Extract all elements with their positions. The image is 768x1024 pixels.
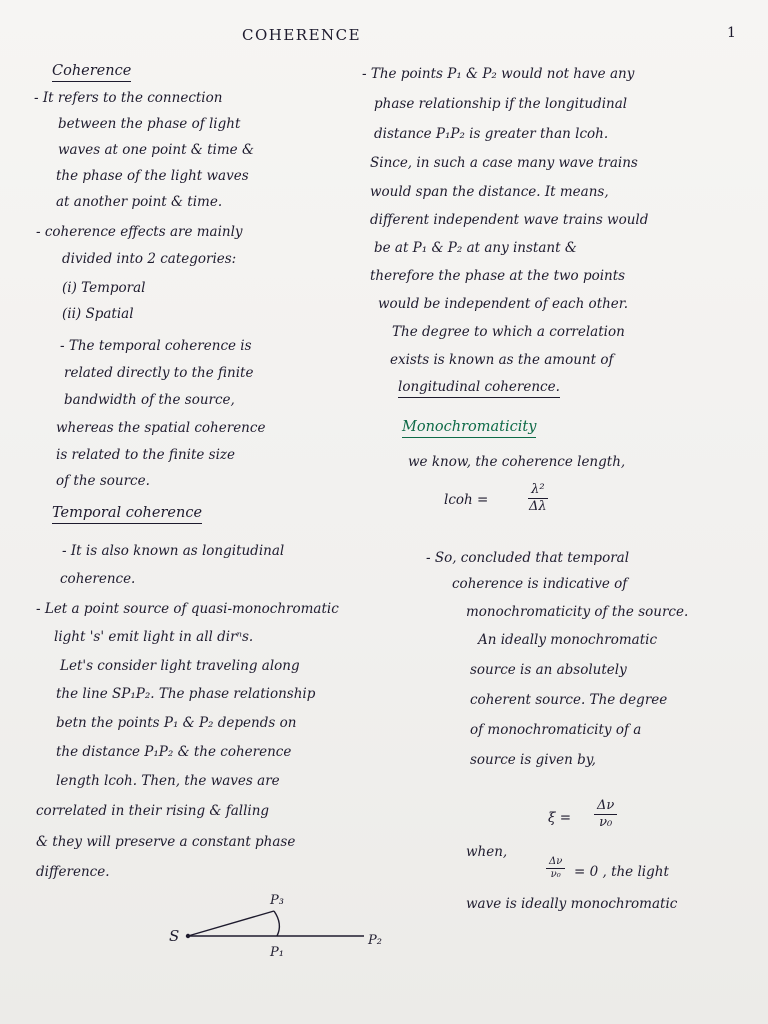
- right-line: Since, in such a case many wave trains: [370, 155, 638, 171]
- light-path-diagram: [150, 880, 410, 970]
- right-line: of monochromaticity of a: [470, 722, 642, 738]
- when-label: when,: [466, 844, 508, 860]
- left-line: - The temporal coherence is: [60, 338, 252, 354]
- line-s-p3: [188, 911, 274, 936]
- left-line: the line SP₁P₂. The phase relationship: [56, 686, 316, 702]
- right-line: would be independent of each other.: [378, 296, 629, 312]
- page-title: COHERENCE: [242, 26, 362, 44]
- when-fraction: [546, 856, 565, 881]
- when-denominator: ν₀: [550, 869, 561, 880]
- left-line: betn the points P₁ & P₂ depends on: [56, 715, 297, 731]
- right-line: therefore the phase at the two points: [370, 268, 626, 284]
- left-line: coherence.: [60, 571, 136, 587]
- right-last-line: wave is ideally monochromatic: [466, 896, 678, 912]
- right-line: distance P₁P₂ is greater than lcoh.: [374, 126, 609, 142]
- coherence-length-numerator: λ²: [528, 482, 547, 499]
- left-line: Let's consider light traveling along: [60, 658, 300, 674]
- left-line: whereas the spatial coherence: [56, 420, 266, 436]
- left-line: correlated in their rising & falling: [36, 803, 270, 819]
- temporal-coherence-heading: Temporal coherence: [52, 506, 202, 524]
- degree-of-monochromaticity-lhs: ξ =: [548, 810, 572, 826]
- left-line: (i) Temporal: [62, 280, 146, 296]
- label-p1: P₁: [270, 945, 284, 960]
- coherence-length-denominator: Δλ: [529, 498, 547, 514]
- right-line: phase relationship if the longitudinal: [374, 96, 628, 112]
- right-line: An ideally monochromatic: [478, 632, 658, 648]
- left-line: (ii) Spatial: [62, 306, 134, 322]
- label-p2: P₂: [368, 933, 382, 948]
- left-line: the phase of the light waves: [56, 168, 249, 184]
- left-line: between the phase of light: [58, 116, 241, 132]
- left-line: related directly to the finite: [64, 365, 254, 381]
- page-number: 1: [727, 25, 736, 41]
- left-line: - It is also known as longitudinal: [62, 543, 285, 559]
- left-line: & they will preserve a constant phase: [36, 834, 296, 850]
- right-line: - The points P₁ & P₂ would not have any: [362, 66, 635, 82]
- degree-denominator: ν₀: [599, 814, 613, 830]
- left-line: light 's' emit light in all dirⁿs.: [54, 629, 254, 645]
- label-p3: P₃: [270, 893, 284, 908]
- degree-numerator: Δν: [594, 798, 617, 815]
- coherence-length-fraction: [526, 482, 550, 514]
- source-point: [186, 934, 190, 938]
- monochromaticity-heading: Monochromaticity: [402, 420, 536, 438]
- coherence-length-intro: we know, the coherence length,: [408, 454, 626, 470]
- coherence-heading: Coherence: [52, 64, 131, 82]
- right-line: coherent source. The degree: [470, 692, 668, 708]
- right-line: - So, concluded that temporal: [426, 550, 630, 566]
- right-line: monochromaticity of the source.: [466, 604, 689, 620]
- left-line: bandwidth of the source,: [64, 392, 235, 408]
- when-rest: = 0 , the light: [574, 864, 669, 880]
- left-line: divided into 2 categories:: [62, 251, 237, 267]
- left-line: - Let a point source of quasi-monochromatic: [36, 601, 339, 617]
- left-line: the distance P₁P₂ & the coherence: [56, 744, 292, 760]
- right-line: The degree to which a correlation: [392, 324, 625, 340]
- left-line: waves at one point & time &: [58, 142, 254, 158]
- right-line: exists is known as the amount of: [390, 352, 614, 368]
- right-line: source is an absolutely: [470, 662, 627, 678]
- degree-of-monochromaticity-fraction: [594, 798, 617, 830]
- left-line: difference.: [36, 864, 110, 880]
- right-line: would span the distance. It means,: [370, 184, 609, 200]
- left-line: - It refers to the connection: [34, 90, 223, 106]
- right-line: source is given by,: [470, 752, 596, 768]
- left-line: of the source.: [56, 473, 150, 489]
- left-line: - coherence effects are mainly: [36, 224, 243, 240]
- coherence-length-lhs: lcoh =: [444, 492, 489, 508]
- right-line: different independent wave trains would: [370, 212, 649, 228]
- left-line: is related to the finite size: [56, 447, 236, 463]
- when-numerator: Δν: [546, 856, 565, 869]
- left-line: at another point & time.: [56, 194, 223, 210]
- label-s: S: [169, 927, 180, 945]
- right-line: coherence is indicative of: [452, 576, 628, 592]
- right-line: be at P₁ & P₂ at any instant &: [374, 240, 577, 256]
- arc-p3-p1: [274, 911, 279, 936]
- left-line: length lcoh. Then, the waves are: [56, 773, 280, 789]
- right-line: longitudinal coherence.: [398, 381, 560, 398]
